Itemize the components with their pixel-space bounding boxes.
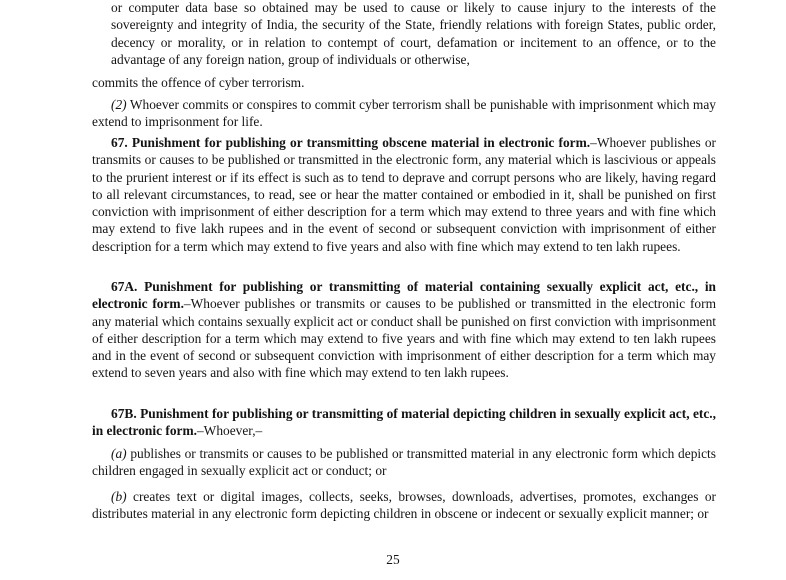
clause-a-text: publishes or transmits or causes to be published or transmitted material in any electronic form which depicts children engaged in sexually explicit act or conduct; or xyxy=(92,446,716,479)
section-67a xyxy=(92,278,716,382)
section-67-body: –Whoever publishes or transmits or causes to be published or transmitted in the electronic form, any material which is lascivious or appeals to the prurient interest or if its effect is such as to tend to deprave and corrupt persons who are likely, having regard to all relevant circumstances, to read, see or hear the matter contained or embodied in it, shall be punished on first conviction with imprisonment of either description for a term which may extend to three years and with fine which may extend to five lakh rupees and in the event of second or subsequent conviction with imprisonment of either description for a term which may extend to five years and also with fine which may extend to ten lakh rupees. xyxy=(92,135,716,254)
clause-b-label: (b) xyxy=(111,489,127,504)
clause-text: or computer data base so obtained may be used to cause or likely to cause injury to the interests of the sovereignty and integrity of India, the security of the State, friendly relations with foreign States, public order, decency or morality, or in relation to contempt of court, defamation or incitement to an offence, or to the advantage of any foreign nation, group of individuals or otherwise, xyxy=(111,0,716,67)
section-67b-clause-a xyxy=(92,445,716,480)
section-67b-heading: 67B. Punishment for publishing or transmitting of material depicting children in sexually explicit act, etc., in electronic form. xyxy=(92,406,716,439)
section-67a-body: –Whoever publishes or transmits or causes to be published or transmitted in the electronic form any material which contains sexually explicit act or conduct shall be punished on first conviction with imprisonment of either description for a term which may extend to five years and with fine which may extend to ten lakh rupees and in the event of second or subsequent conviction with imprisonment of either description for a term which may extend to seven years and also with fine which may extend to ten lakh rupees. xyxy=(92,296,717,381)
subsection-number: (2) xyxy=(111,97,127,112)
section-67b-clause-b xyxy=(92,488,716,523)
cyber-terrorism-closing-line xyxy=(92,74,716,91)
clause-a-label: (a) xyxy=(111,446,127,461)
cyber-terrorism-clause-continuation xyxy=(111,0,716,68)
section-67a-heading: 67A. Punishment for publishing or transmitting of material containing sexually explicit act, etc., in electronic form. xyxy=(92,279,716,312)
page-number: 25 xyxy=(386,552,400,567)
section-67-heading: 67. Punishment for publishing or transmitting obscene material in electronic form. xyxy=(111,135,591,150)
section-67b-body: –Whoever,– xyxy=(196,423,263,439)
subsection-2 xyxy=(92,96,716,131)
section-67 xyxy=(92,134,716,255)
section-67b xyxy=(92,405,716,440)
clause-b-text: creates text or digital images, collects, seeks, browses, downloads, advertises, promotes, exchanges or distributes material in any electronic form depicting children in obscene or indecent or sexually explicit manner; or xyxy=(92,489,716,522)
subsection-text: Whoever commits or conspires to commit cyber terrorism shall be punishable with imprisonment which may extend to imprisonment for life. xyxy=(92,97,716,130)
closing-text: commits the offence of cyber terrorism. xyxy=(92,75,305,90)
